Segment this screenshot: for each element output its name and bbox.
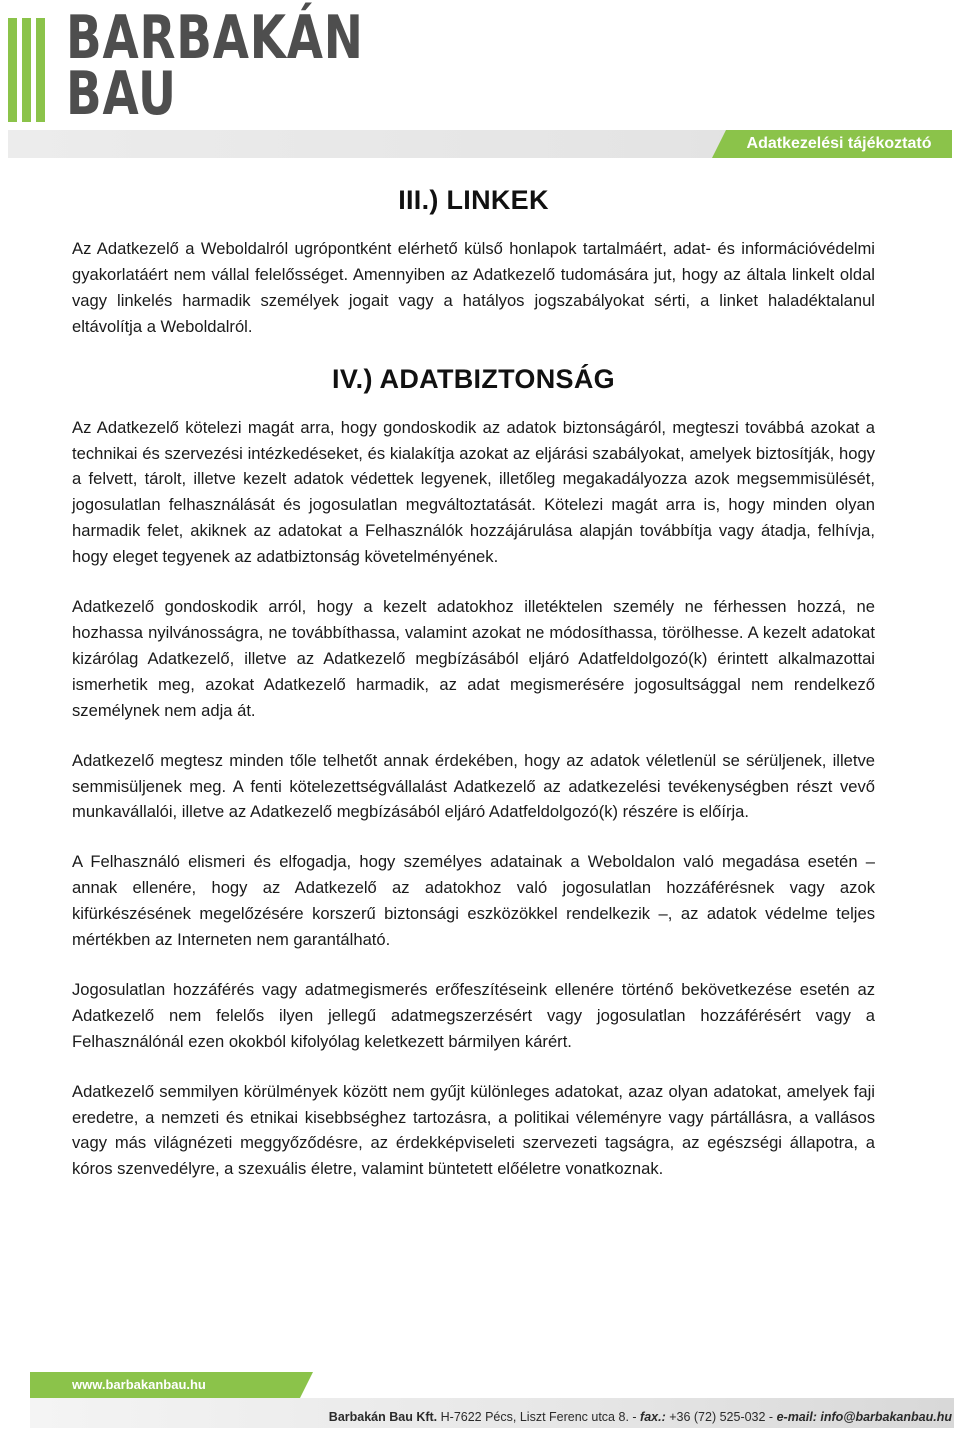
paragraph-security-4: A Felhasználó elismeri és elfogadja, hogy személyes adatainak a Weboldalon való megadása esetén – annak ellenére, hogy az Adatkezelő az adatokhoz való jogosulatlan hozzáférésnek vagy azok kifürkészésének megelőzésére korszerű biztonsági eszközökkel rendelkezik –, az adatok védelme teljes mértékben az Interneten nem garantálható. — [72, 852, 875, 950]
logo-wordmark — [66, 3, 364, 129]
footer-email[interactable]: info@barbakanbau.hu — [816, 1410, 952, 1424]
document-body — [72, 185, 875, 1206]
footer-address: H-7622 Pécs, Liszt Ferenc utca 8. - — [437, 1410, 641, 1424]
document-type-tag: Adatkezelési tájékoztató — [726, 130, 952, 158]
company-logo — [8, 3, 364, 129]
logo-line-1: BARBAKÁN — [66, 3, 364, 73]
paragraph-security-3: Adatkezelő megtesz minden tőle telhetőt annak érdekében, hogy az adatok véletlenül se sérüljenek, illetve semmisüljenek meg. A fenti kötelezettségvállalást Adatkezelő az adatkezelési tevékenységben részt vevő munkavállalói, illetve az Adatkezelő megbízásából eljáró Adatfeldolgozó(k) részére is előírja. — [72, 750, 875, 822]
paragraph-security-2: Adatkezelő gondoskodik arról, hogy a kezelt adatokhoz illetéktelen személy ne férhessen hozzá, ne hozhassa nyilvánosságra, ne továbbíthassa, valamint azokat ne módosíthassa, törölhesse. A kezelt adatokat kizárólag Adatkezelő, illetve az Adatkezelő megbízásából eljáró Adatfeldolgozó(k) érintett alkalmazottai ismerhetik meg, azokat Adatkezelő harmadik, az adat megismerésére jogosultsággal nem rendelkező személynek nem adja át. — [72, 597, 875, 720]
paragraph-security-1: Az Adatkezelő kötelezi magát arra, hogy gondoskodik az adatok biztonságáról, megteszi továbbá azokat a technikai és szervezési intézkedéseket, és kialakítja azokat az eljárási szabályokat, amelyek biztosítják, hogy a felvett, tárolt, illetve kezelt adatok védettek legyenek, illetőleg megakadályozza azok megsemmisülését, jogosulatlan felhasználását és jogosulatlan megváltoztatását. Kötelezi magát arra is, hogy minden olyan harmadik felet, akiknek az adatokat a Felhasználók hozzájárulása alapján továbbítja vagy átadja, felhívja, hogy eleget tegyenek az adatbiztonság követelményének. — [72, 417, 875, 567]
footer-email-label: e-mail: — [776, 1410, 817, 1424]
footer-fax-label: fax.: — [640, 1410, 666, 1424]
footer-fax: +36 (72) 525-032 - — [665, 1410, 777, 1424]
section-title-security: IV.) ADATBIZTONSÁG — [332, 363, 615, 394]
paragraph-links-1: Az Adatkezelő a Weboldalról ugrópontként elérhető külső honlapok tartalmáért, adat- és információvédelmi gyakorlatáért nem vállal felelősséget. Amennyiben az Adatkezelő tudomására jut, hogy az általa linkelt oldal vagy linkelés harmadik személyek jogait vagy a hatályos jogszabályokat sérti, a linket haladéktalanul eltávolítja a Weboldalról. — [72, 239, 875, 336]
footer-company: Barbakán Bau Kft. — [328, 1410, 438, 1424]
section-title-links: III.) LINKEK — [398, 185, 549, 215]
footer-contact-line — [329, 1410, 952, 1424]
paragraph-security-5: Jogosulatlan hozzáférés vagy adatmegismerés erőfeszítéseink ellenére történő bekövetkezése esetén az Adatkezelő nem felelős ilyen jellegű adatmegszerzésért vagy jogosulatlan hozzáférésért vagy a Felhasználónál ezen okokból kifolyólag keletkezett bármilyen kárért. — [72, 979, 875, 1051]
paragraph-security-6: Adatkezelő semmilyen körülmények között nem gyűjt különleges adatokat, azaz olyan adatokat, amelyek faji eredetre, a nemzeti és etnikai kisebbséghez tartozásra, a politikai véleményre vagy pártállásra, a vallásos vagy más világnézeti meggyőződésre, az érdekképviseleti szervezeti tagságra, az egészségi állapotra, a kóros szenvedélyre, a szexuális életre, valamint büntetett előéletre vonatkoznak. — [72, 1081, 875, 1179]
logo-line-2: BAU — [66, 59, 177, 129]
footer-website-link[interactable]: www.barbakanbau.hu — [30, 1372, 300, 1398]
